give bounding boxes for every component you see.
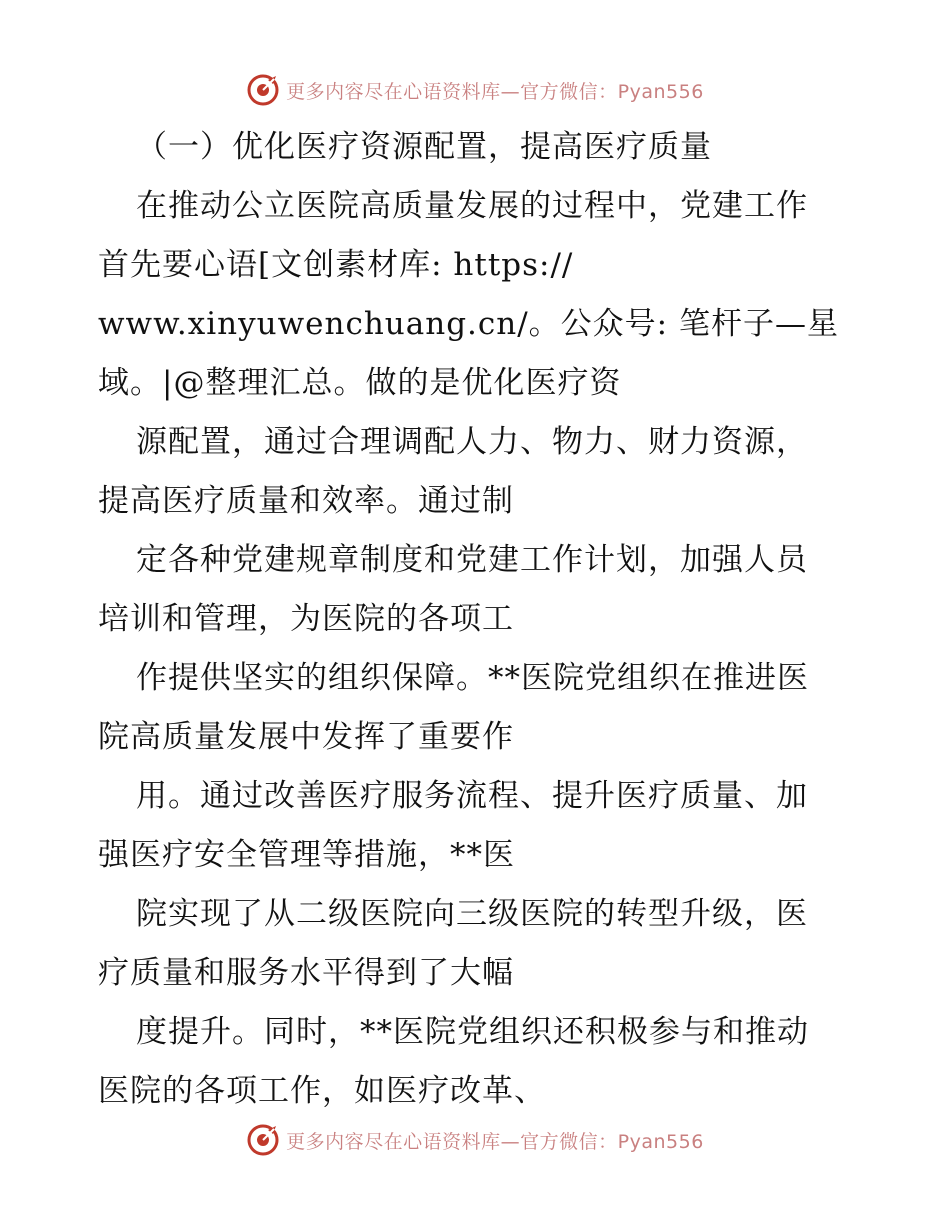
paragraph-line: 定各种党建规章制度和党建工作计划，加强人员 bbox=[136, 542, 808, 578]
paragraph-line: 提高医疗质量和效率。通过制 bbox=[98, 483, 514, 519]
header-watermark-banner bbox=[0, 70, 950, 110]
document-body bbox=[98, 118, 858, 1121]
paragraph-line: 院实现了从二级医院向三级医院的转型升级，医 bbox=[136, 896, 808, 932]
paragraph-line: 作提供坚实的组织保障。**医院党组织在推进医 bbox=[136, 660, 809, 696]
brand-logo-icon bbox=[246, 1123, 280, 1157]
paragraph-line: 用。通过改善医疗服务流程、提升医疗质量、加 bbox=[136, 778, 808, 814]
header-watermark-text: 更多内容尽在心语资料库—官方微信：Pyan556 bbox=[286, 80, 704, 103]
section-heading: （一）优化医疗资源配置，提高医疗质量 bbox=[136, 129, 712, 165]
paragraph-line: 度提升。同时，**医院党组织还积极参与和推动 bbox=[136, 1014, 809, 1050]
brand-logo-icon bbox=[246, 73, 280, 107]
paragraph-line: 疗质量和服务水平得到了大幅 bbox=[98, 955, 514, 991]
paragraph-line: 域。|@整理汇总。做的是优化医疗资 bbox=[98, 365, 622, 401]
paragraph-line: www.xinyuwenchuang.cn/。公众号: 笔杆子—星 bbox=[98, 306, 839, 342]
paragraph-line: 培训和管理，为医院的各项工 bbox=[98, 601, 514, 637]
paragraph-line: 院高质量发展中发挥了重要作 bbox=[98, 719, 514, 755]
paragraph-line: 强医疗安全管理等措施，**医 bbox=[98, 837, 515, 873]
footer-watermark-banner bbox=[0, 1120, 950, 1160]
paragraph-line: 首先要心语[文创素材库: https:// bbox=[98, 247, 574, 283]
paragraph-line: 在推动公立医院高质量发展的过程中，党建工作 bbox=[136, 188, 808, 224]
paragraph-line: 源配置，通过合理调配人力、物力、财力资源， bbox=[136, 424, 808, 460]
paragraph-line: 医院的各项工作，如医疗改革、 bbox=[98, 1073, 546, 1109]
footer-watermark-text: 更多内容尽在心语资料库—官方微信：Pyan556 bbox=[286, 1130, 704, 1153]
